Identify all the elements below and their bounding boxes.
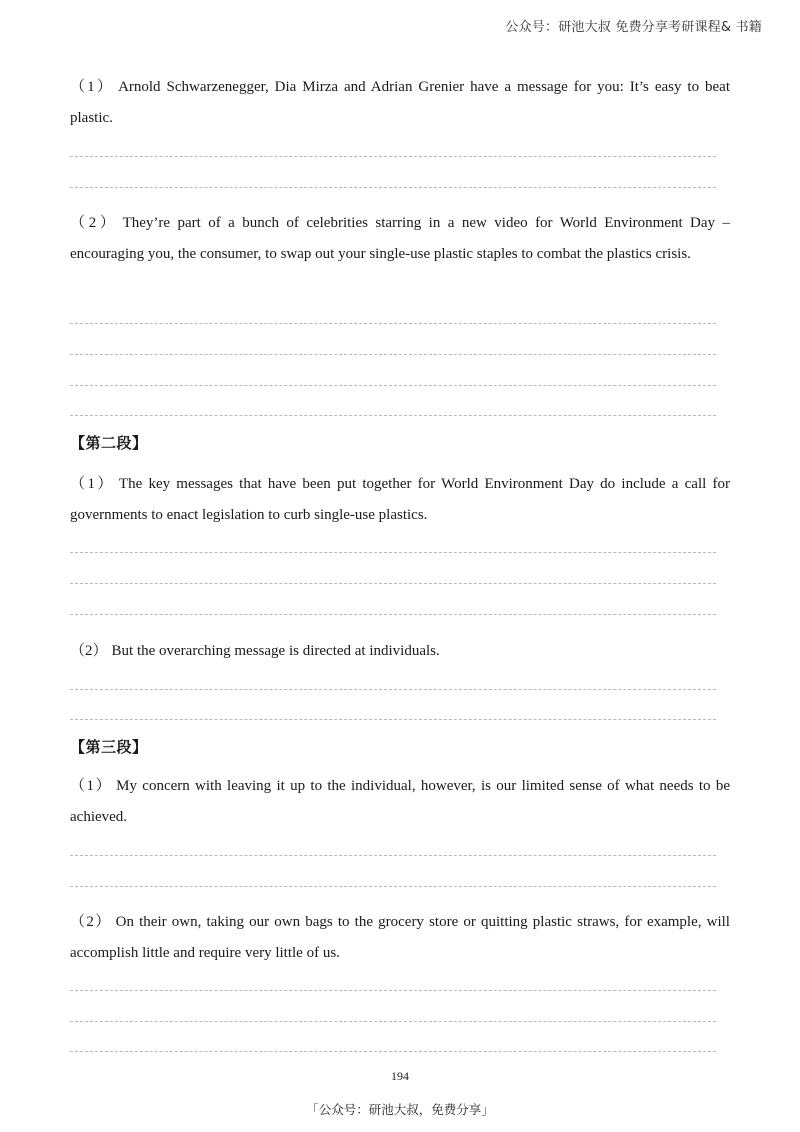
page-number: 194 [391,1069,409,1083]
paragraph-number: （2） [70,643,108,659]
answer-line [70,552,716,553]
paragraph-text: Arnold Schwarzenegger, Dia Mirza and Adrian Grenier have a message for you: It’s easy to beat plastic. [70,79,730,126]
answer-line [70,1021,716,1022]
answer-line [70,156,716,157]
paragraph-number: （1） [70,778,113,794]
section-heading-2: 【第二段】 [70,434,148,452]
paragraph-number: （1） [70,476,115,492]
paragraph-2-2 [70,636,730,667]
paragraph-text: But the overarching message is directed at individuals. [111,643,440,659]
paragraph-number: （1） [70,79,115,95]
answer-line [70,614,716,615]
paragraph-1-2 [70,208,730,270]
paragraph-2-1 [70,469,730,531]
answer-line [70,1051,716,1052]
paragraph-text: My concern with leaving it up to the individual, however, is our limited sense of what needs to be achieved. [70,778,730,825]
paragraph-3-2 [70,907,730,969]
paragraph-text: The key messages that have been put together for World Environment Day do include a call for governments to enact legislation to curb single-use plastics. [70,476,730,523]
paragraph-text: They’re part of a bunch of celebrities starring in a new video for World Environment Day – encouraging you, the consumer, to swap out your single-use plastic staples to combat the plastics crisis. [70,215,730,262]
answer-line [70,886,716,887]
paragraph-3-1 [70,771,730,833]
answer-line [70,855,716,856]
paragraph-text: On their own, taking our own bags to the grocery store or quitting plastic straws, for example, will accomplish little and require very little of us. [70,914,730,961]
answer-line [70,354,716,355]
answer-line [70,385,716,386]
paragraph-number: （2） [70,215,119,231]
header-note: 公众号：研池大叔 免费分享考研课程& 书籍 [505,20,762,35]
section-heading-3: 【第三段】 [70,738,148,756]
paragraph-1-1 [70,72,730,134]
paragraph-number: （2） [70,914,112,930]
answer-line [70,583,716,584]
answer-line [70,323,716,324]
answer-line [70,990,716,991]
answer-line [70,689,716,690]
answer-line [70,187,716,188]
answer-line [70,415,716,416]
answer-line [70,719,716,720]
footer-note: 「公众号：研池大叔，免费分享」 [306,1102,494,1117]
